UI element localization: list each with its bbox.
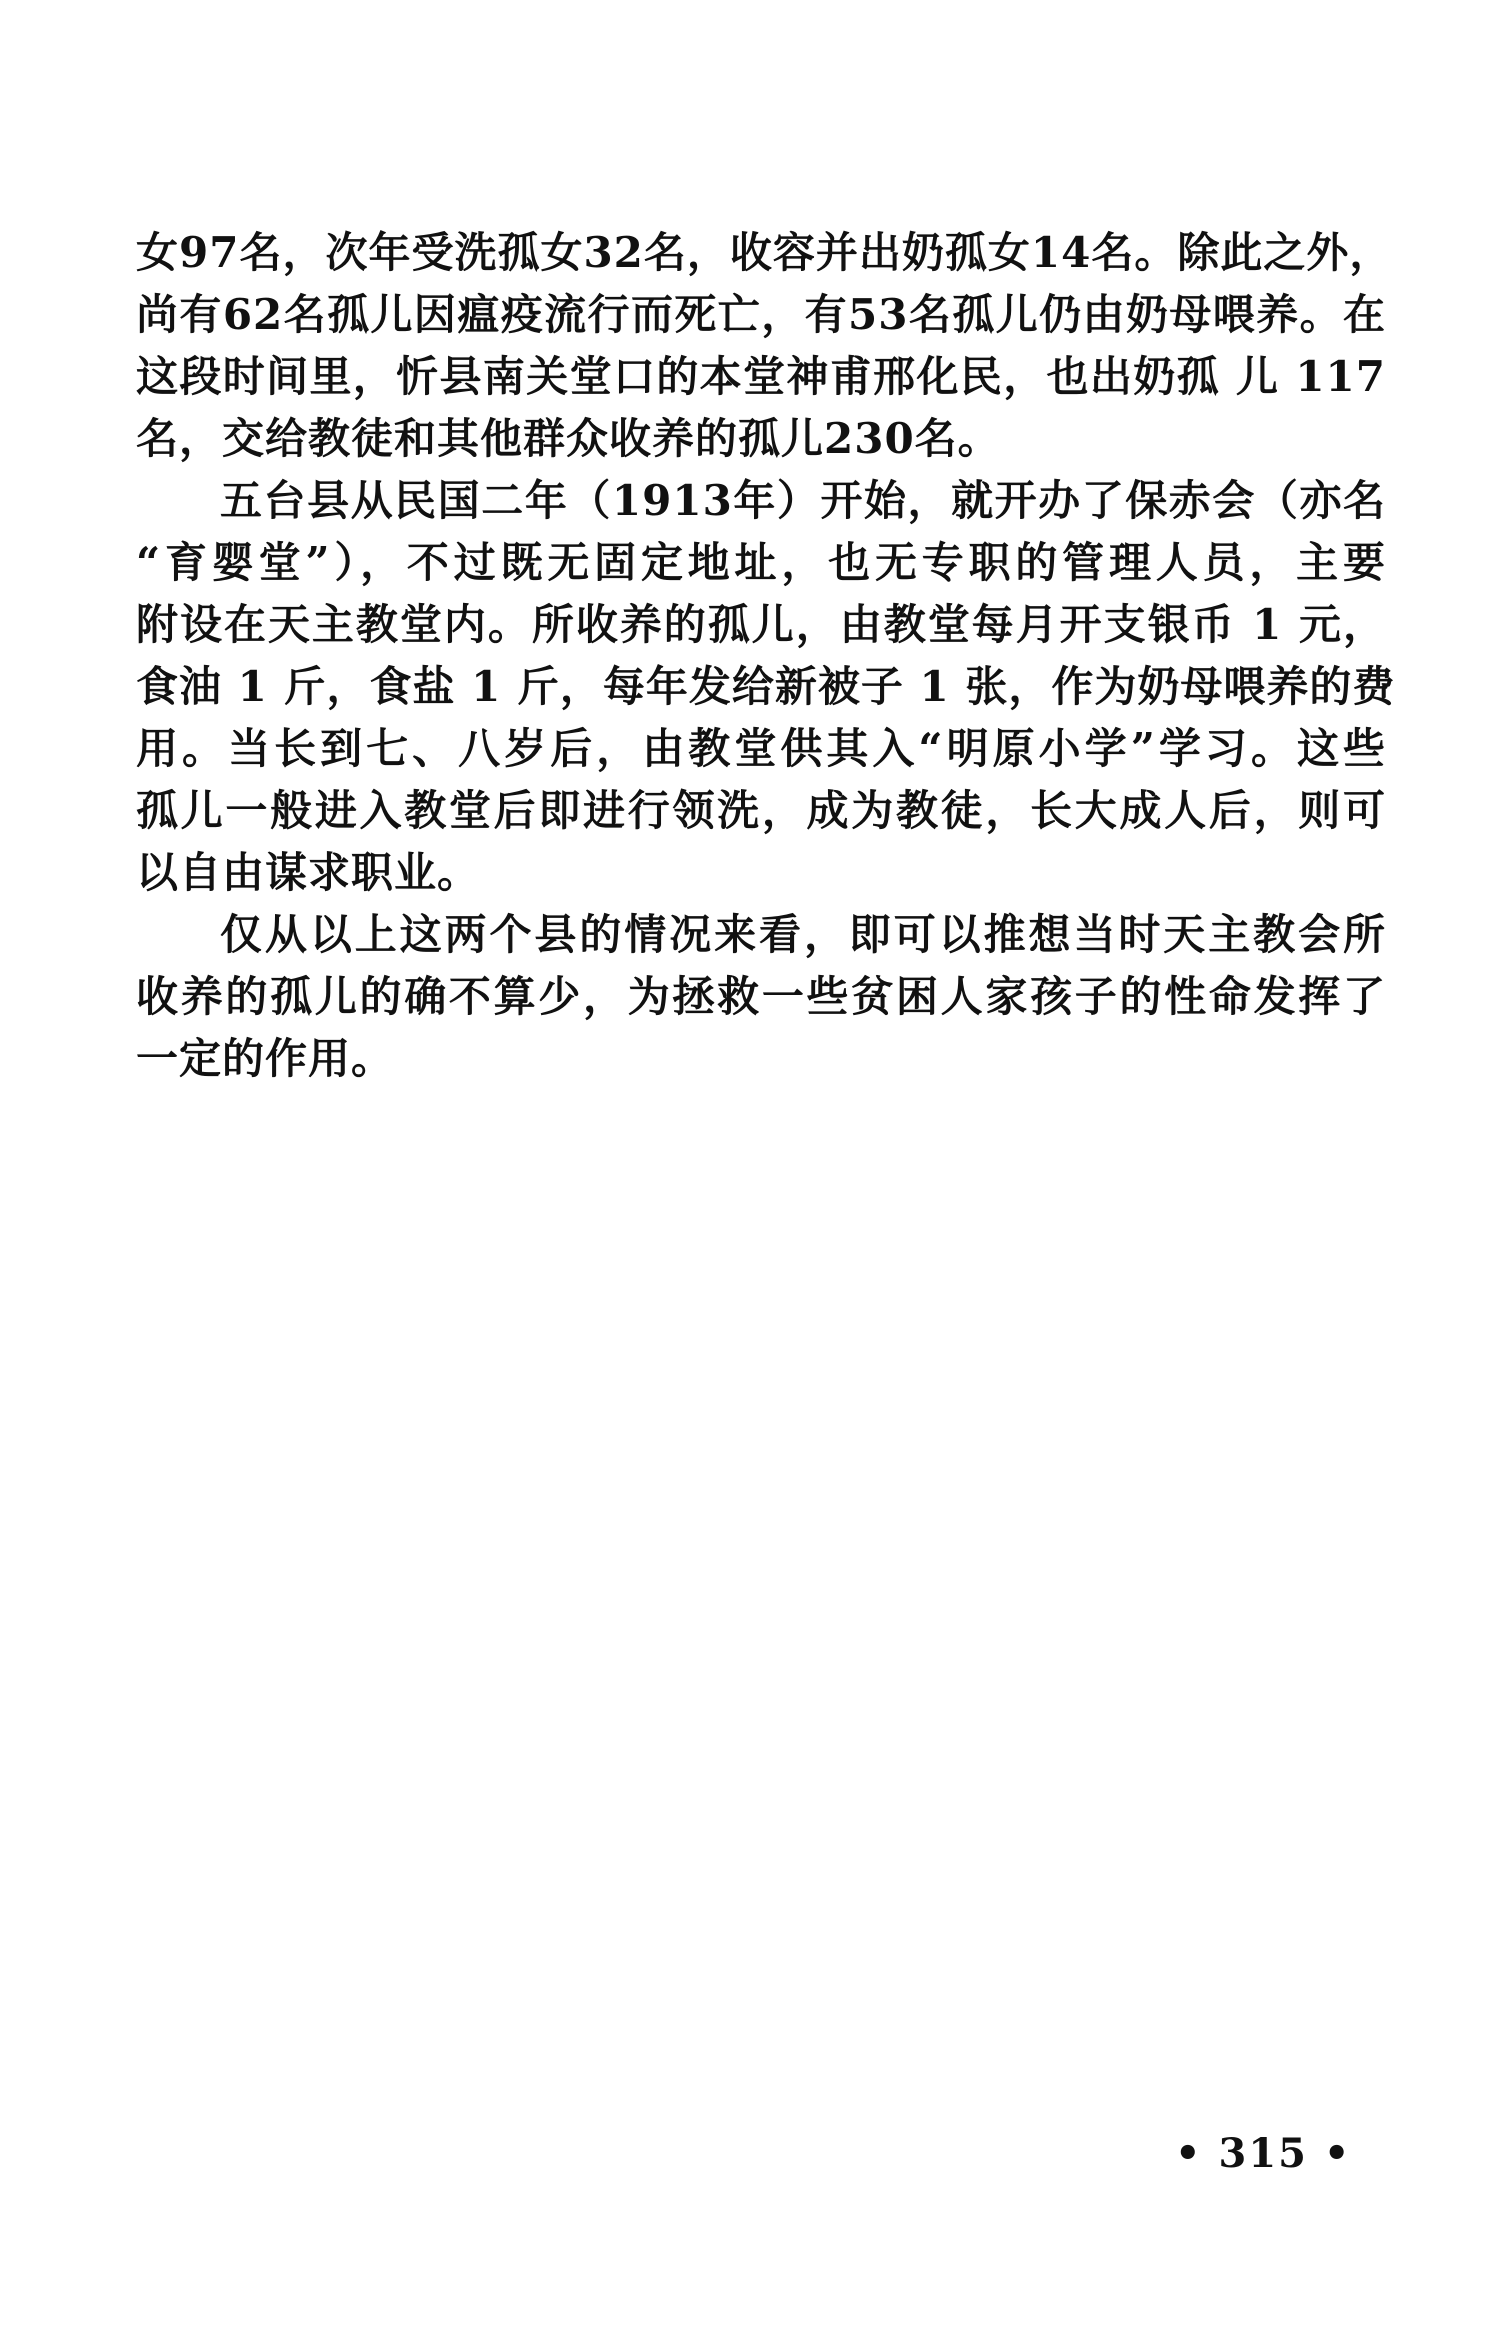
- text-line: 食油 1 斤，食盐 1 斤，每年发给新被子 1 张，作为奶母喂养的费: [136, 662, 1396, 711]
- page-number: • 315 •: [1175, 2130, 1352, 2177]
- text-line: 仅从以上这两个县的情况来看，即可以推想当时天主教会所: [220, 910, 1386, 959]
- text-line: 五台县从民国二年（1913年）开始，就开办了保赤会（亦名: [220, 476, 1386, 525]
- text-line: “育婴堂”），不过既无固定地址，也无专职的管理人员，主要: [136, 538, 1386, 587]
- body-text: [136, 222, 1396, 1090]
- text-line: 收养的孤儿的确不算少，为拯救一些贫困人家孩子的性命发挥了: [136, 972, 1386, 1021]
- text-line: 孤儿一般进入教堂后即进行领洗，成为教徒，长大成人后，则可: [136, 786, 1386, 835]
- text-line: 女97名，次年受洗孤女32名，收容并出奶孤女14名。除此之外，: [136, 228, 1393, 277]
- text-line: 用。当长到七、八岁后，由教堂供其入“明原小学”学习。这些: [136, 724, 1386, 773]
- text-line: 名，交给教徒和其他群众收养的孤儿230名。: [136, 414, 1001, 463]
- paragraph-3: [136, 904, 1386, 1090]
- text-line: 以自由谋求职业。: [136, 848, 481, 897]
- text-line: 这段时间里，忻县南关堂口的本堂神甫邢化民，也出奶孤 儿 117: [136, 352, 1386, 401]
- paragraph-1: [136, 222, 1393, 470]
- paragraph-2: [136, 470, 1396, 904]
- text-line: 尚有62名孤儿因瘟疫流行而死亡，有53名孤儿仍由奶母喂养。在: [136, 290, 1386, 339]
- text-line: 一定的作用。: [136, 1034, 395, 1083]
- text-line: 附设在天主教堂内。所收养的孤儿，由教堂每月开支银币 1 元，: [136, 600, 1386, 649]
